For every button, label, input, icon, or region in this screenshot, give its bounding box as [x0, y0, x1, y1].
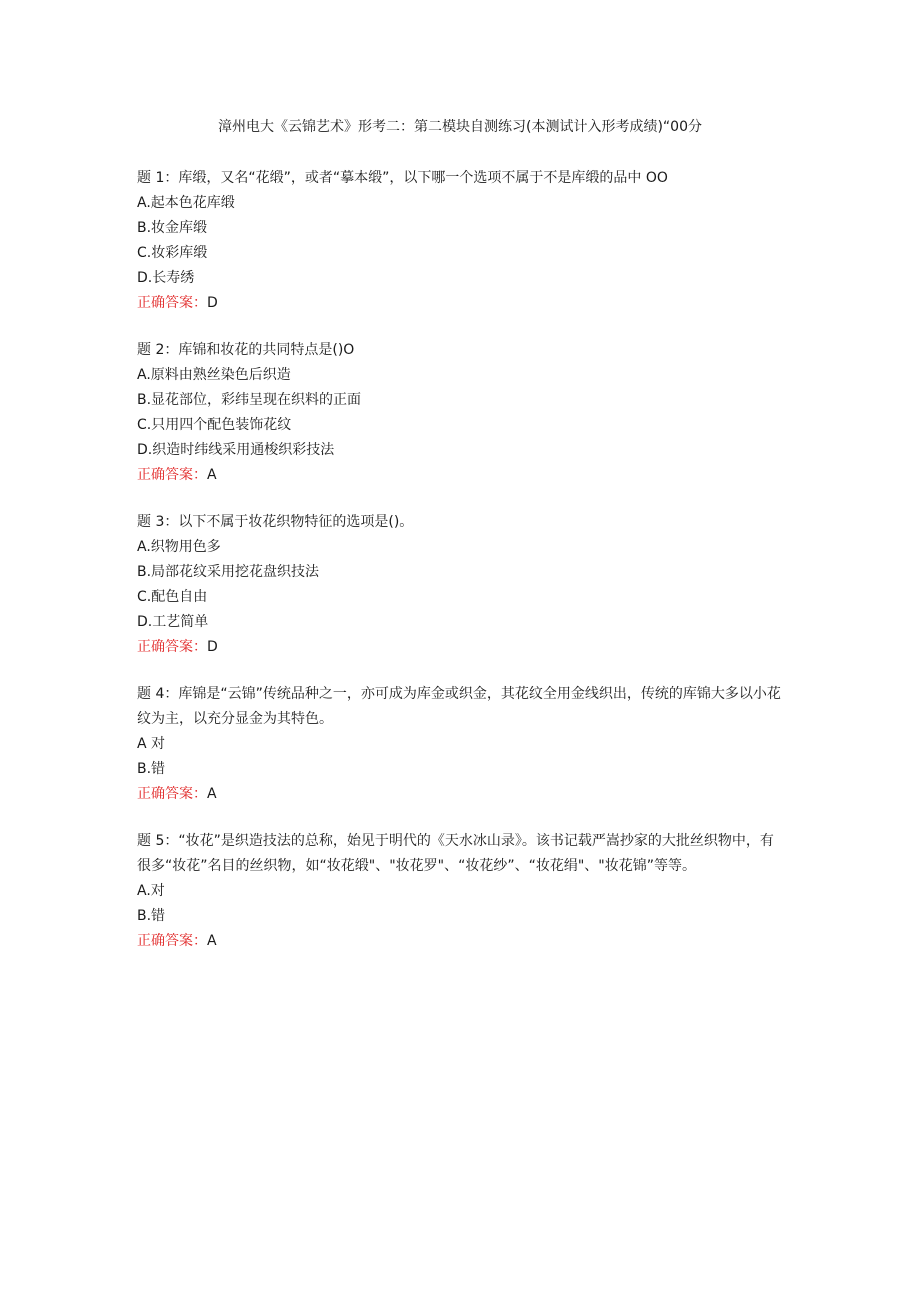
question-list [137, 166, 787, 976]
question-text: 题 4：库锦是“云锦”传统品种之一，亦可成为库金或织金，其花纹全用金线织出，传统的库锦大多以小花纹为主，以充分显金为其特色。 [137, 686, 781, 727]
option-b: B.局部花纹采用挖花盘织技法 [137, 564, 320, 580]
question-text: 题 5：“妆花”是织造技法的总称，始见于明代的《天水冰山录》。该书记载严嵩抄家的大批丝织物中，有很多“妆花”名目的丝织物，如“妆花缎"、"妆花罗"、“妆花纱”、“妆花绢"、"妆花锦”等等。 [137, 833, 774, 874]
answer-value: A [207, 933, 217, 949]
correct-answer [137, 463, 787, 488]
question-5 [137, 829, 787, 954]
option-c: C.妆彩库缎 [137, 245, 208, 261]
correct-answer [137, 782, 787, 807]
question-text: 题 3：以下不属于妆花织物特征的选项是()。 [137, 514, 414, 530]
question-1 [137, 166, 787, 316]
question-3 [137, 510, 787, 660]
option-a: A 对 [137, 736, 166, 752]
answer-value: D [207, 639, 218, 655]
correct-answer [137, 635, 787, 660]
option-c: C.配色自由 [137, 589, 208, 605]
correct-answer [137, 291, 787, 316]
answer-value: A [207, 467, 217, 483]
option-d: D.工艺简单 [137, 614, 209, 630]
answer-value: A [207, 786, 217, 802]
option-b: B.妆金库缎 [137, 220, 208, 236]
question-text: 题 2：库锦和妆花的共同特点是()O [137, 342, 355, 358]
option-c: C.只用四个配色装饰花纹 [137, 417, 292, 433]
option-a: A.织物用色多 [137, 539, 221, 555]
option-b: B.错 [137, 908, 166, 924]
answer-label: 正确答案： [137, 467, 207, 483]
option-d: D.长寿绣 [137, 270, 195, 286]
option-a: A.原料由熟丝染色后织造 [137, 367, 291, 383]
answer-label: 正确答案： [137, 295, 207, 311]
page-title: 漳州电大《云锦艺术》形考二：第二模块自测练习(本测试计入形考成绩)“00分 [218, 119, 702, 135]
question-text: 题 1：库缎，又名“花缎”，或者“摹本缎”，以下哪一个选项不属于不是库缎的品中 OO [137, 170, 668, 186]
correct-answer [137, 929, 787, 954]
option-a: A.对 [137, 883, 165, 899]
option-d: D.织造时纬线采用通梭织彩技法 [137, 442, 335, 458]
answer-label: 正确答案： [137, 786, 207, 802]
option-a: A.起本色花库缎 [137, 195, 235, 211]
answer-label: 正确答案： [137, 933, 207, 949]
answer-value: D [207, 295, 218, 311]
question-4 [137, 682, 787, 807]
option-b: B.错 [137, 761, 166, 777]
answer-label: 正确答案： [137, 639, 207, 655]
option-b: B.显花部位，彩纬呈现在织料的正面 [137, 392, 362, 408]
question-2 [137, 338, 787, 488]
